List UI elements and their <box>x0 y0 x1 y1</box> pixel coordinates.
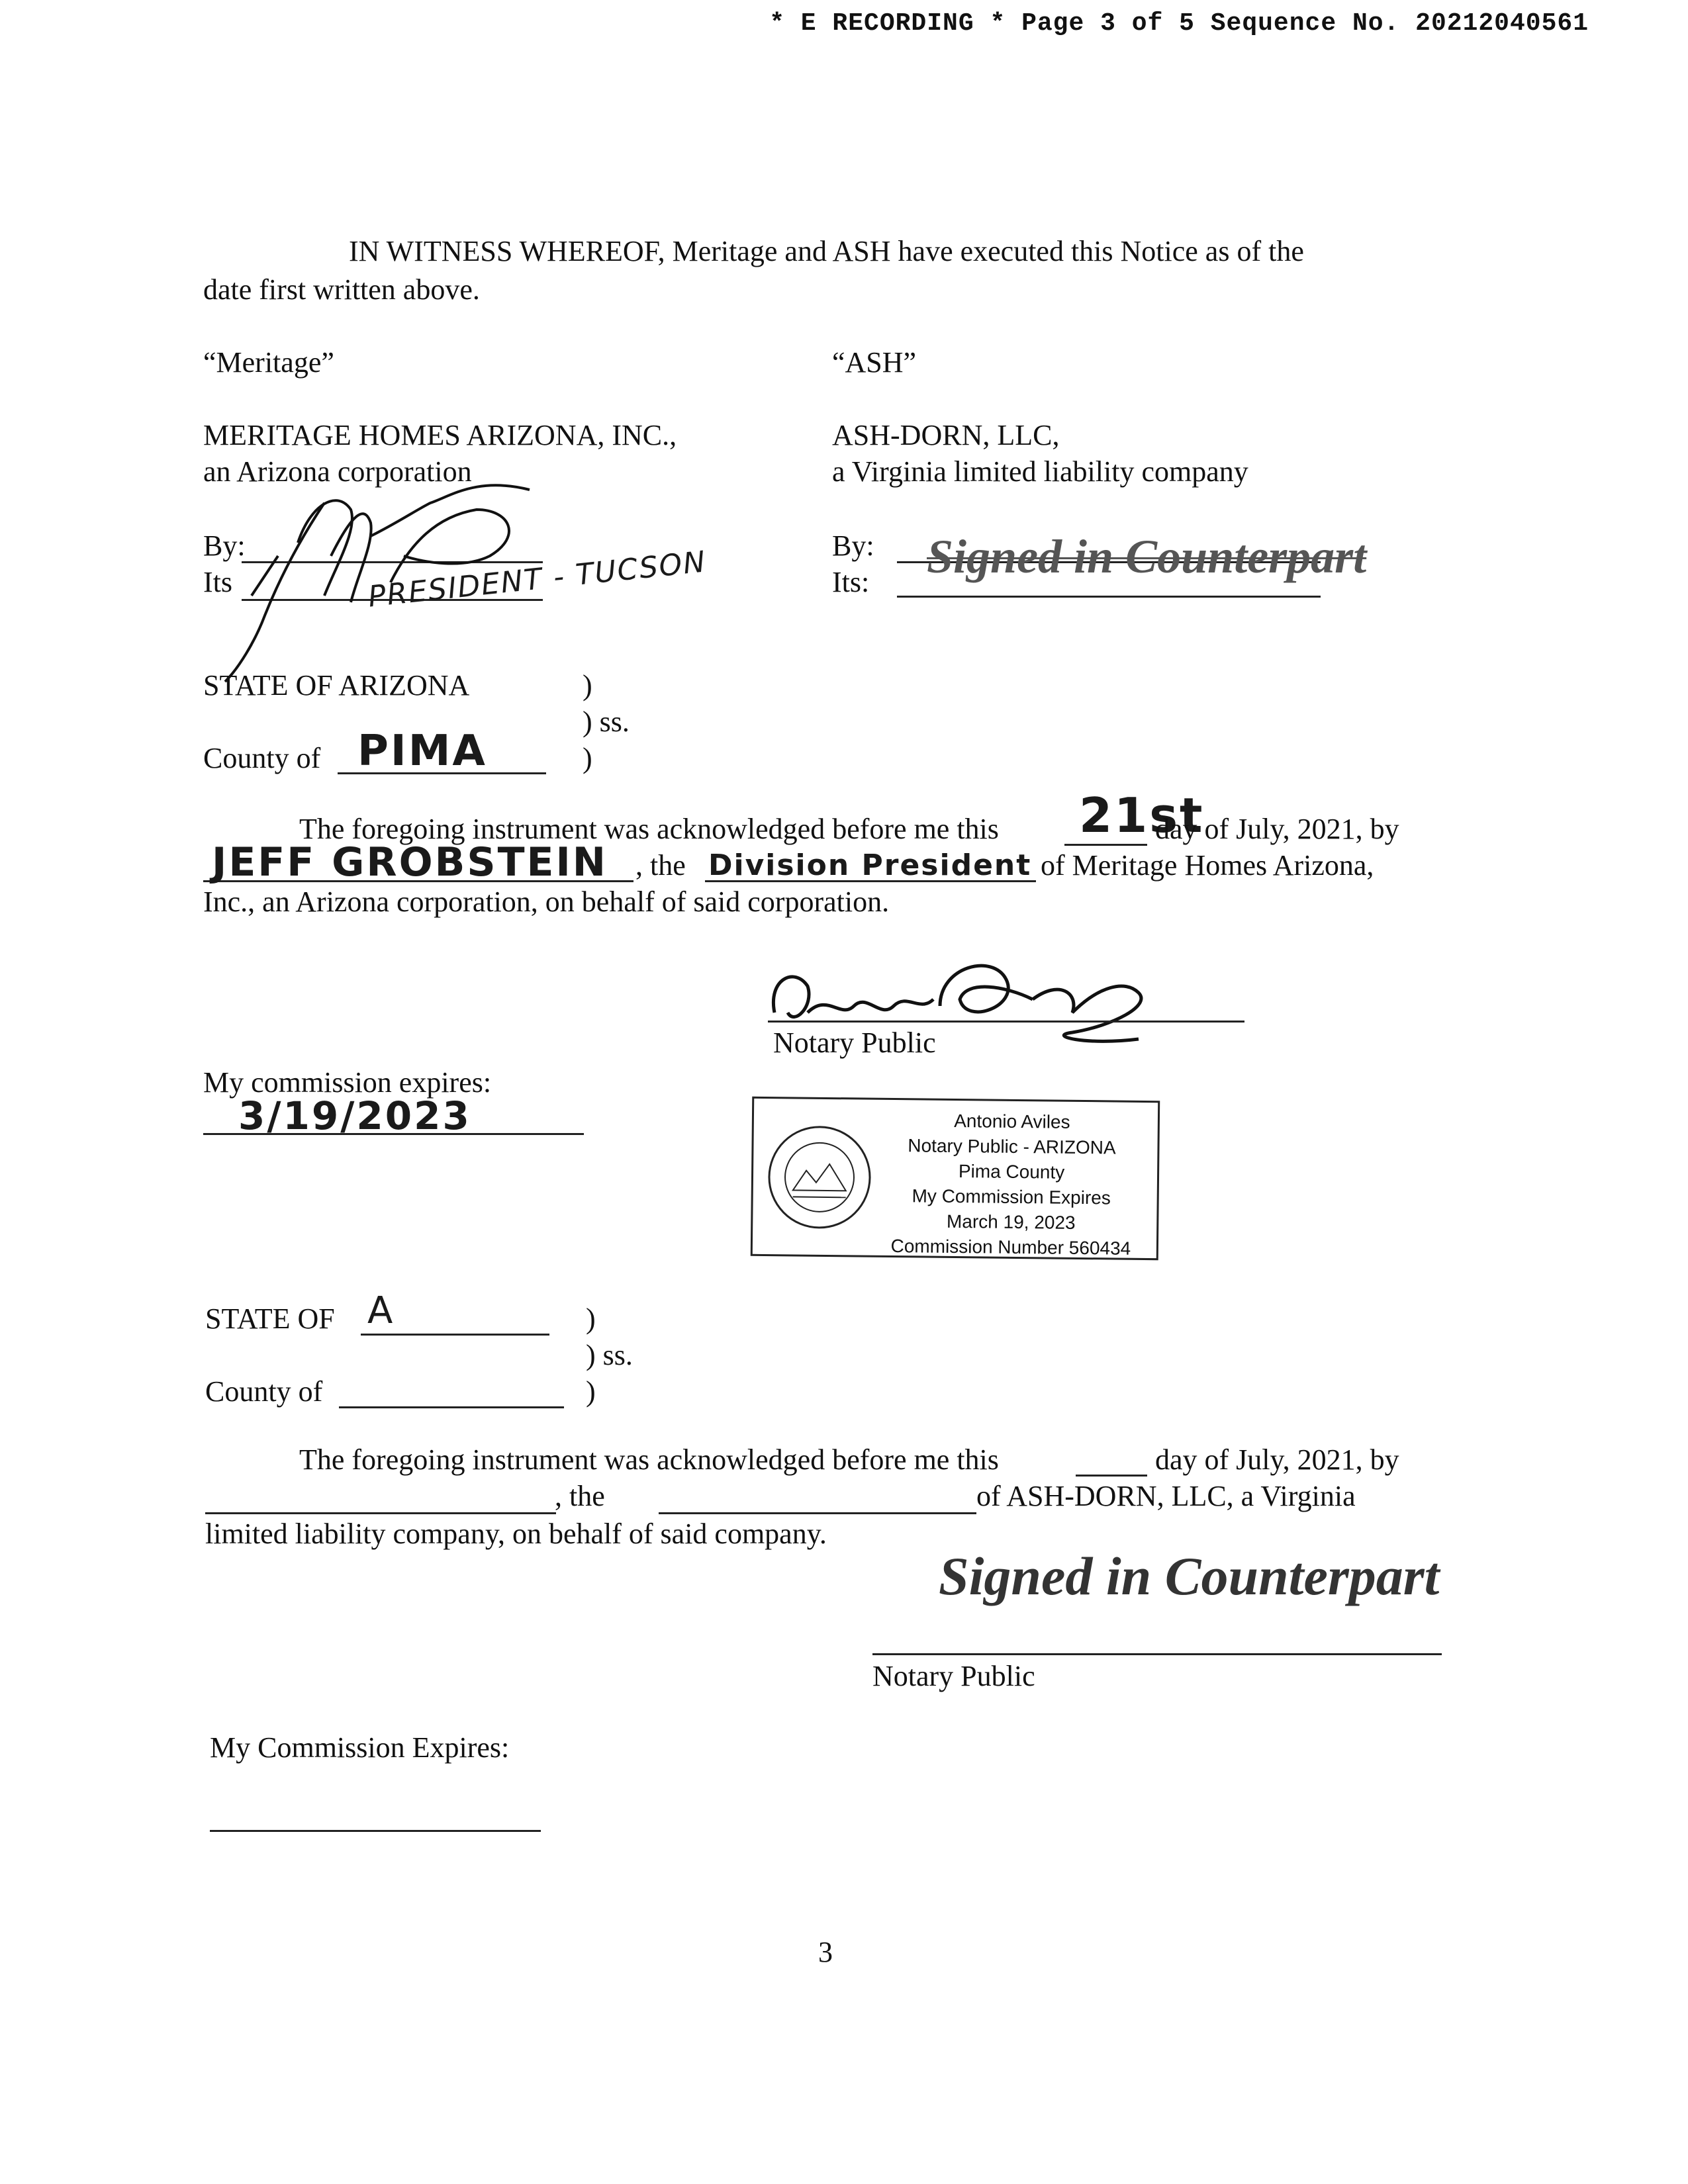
ack1-line1-b: day of July, 2021, by <box>1155 813 1399 845</box>
meritage-entity: an Arizona corporation <box>203 455 472 488</box>
witness-line-1: IN WITNESS WHEREOF, Meritage and ASH have executed this Notice as of the <box>349 235 1304 267</box>
ack1-day-line <box>1064 844 1147 846</box>
ack1-line3: Inc., an Arizona corporation, on behalf of said corporation. <box>203 886 890 918</box>
ash-entity: a Virginia limited liability company <box>832 455 1248 488</box>
ack2-commission-label: My Commission Expires: <box>210 1731 510 1764</box>
ack2-notary-label: Notary Public <box>872 1660 1035 1692</box>
ash-alias: “ASH” <box>832 346 917 379</box>
ash-counterpart-stamp: Signed in Counterpart <box>927 530 1367 583</box>
notary-signature-line <box>768 1021 1244 1023</box>
ack1-line2-tail: of Meritage Homes Arizona, <box>1041 849 1374 882</box>
stamp-line-4: My Commission Expires <box>912 1185 1111 1208</box>
ack1-commission-line <box>203 1133 584 1135</box>
ack2-line2-tail: of ASH-DORN, LLC, a Virginia <box>976 1480 1356 1512</box>
ack2-line1-b: day of July, 2021, by <box>1155 1443 1399 1476</box>
ack2-ss: ) ss. <box>586 1339 633 1371</box>
stamp-line-5: March 19, 2023 <box>946 1210 1076 1233</box>
stamp-line-6: Commission Number 560434 <box>890 1235 1131 1259</box>
ash-name: ASH-DORN, LLC, <box>832 419 1060 451</box>
ack2-county-line <box>339 1406 564 1408</box>
meritage-signature <box>199 463 556 688</box>
ack1-paren-3: ) <box>583 742 592 774</box>
ack1-county-handwritten: PIMA <box>357 727 487 776</box>
ack2-county-label: County of <box>205 1375 323 1408</box>
ack1-state-label: STATE OF ARIZONA <box>203 669 470 702</box>
ack1-name-handwritten: JEFF GROBSTEIN <box>212 839 608 886</box>
meritage-its-handwritten: PRESIDENT - TUCSON <box>366 545 708 614</box>
ack1-county-label: County of <box>203 742 321 774</box>
ack1-line1-a: The foregoing instrument was acknowledged before me this <box>299 813 999 845</box>
stamp-line-3: Pima County <box>958 1161 1065 1183</box>
ack2-name-line <box>205 1512 556 1514</box>
ack2-state-handwritten: A <box>367 1289 395 1332</box>
stamp-line-2: Notary Public - ARIZONA <box>908 1135 1116 1158</box>
ack2-paren-3: ) <box>586 1375 596 1408</box>
page-number: 3 <box>818 1936 833 1968</box>
ack2-title-line <box>659 1512 976 1514</box>
meritage-its-label: Its <box>203 566 232 598</box>
ash-by-label: By: <box>832 529 874 562</box>
meritage-alias: “Meritage” <box>203 346 334 379</box>
meritage-name: MERITAGE HOMES ARIZONA, INC., <box>203 419 677 451</box>
ack2-state-line <box>361 1334 549 1336</box>
ash-its-label: Its: <box>832 566 870 598</box>
ack1-ss: ) ss. <box>583 705 630 738</box>
notary-stamp <box>751 1097 1160 1260</box>
ack1-the: , the <box>635 849 686 882</box>
witness-line-2: date first written above. <box>203 273 480 306</box>
ack2-paren-1: ) <box>586 1302 596 1335</box>
meritage-by-label: By: <box>203 529 246 562</box>
ack1-commission-handwritten: 3/19/2023 <box>238 1093 471 1138</box>
ack2-line3: limited liability company, on behalf of said company. <box>205 1518 827 1550</box>
ack2-the: , the <box>555 1480 605 1512</box>
ack2-day-line <box>1076 1475 1147 1477</box>
recording-header: * E RECORDING * Page 3 of 5 Sequence No. 20212040561 <box>769 9 1589 38</box>
state-seal-icon <box>766 1124 873 1231</box>
ash-its-line <box>897 596 1321 598</box>
ack2-state-label: STATE OF <box>205 1302 335 1335</box>
ack2-commission-line <box>210 1830 541 1832</box>
ack1-commission-label: My commission expires: <box>203 1066 492 1099</box>
ack2-line1-a: The foregoing instrument was acknowledged before me this <box>299 1443 999 1476</box>
stamp-line-1: Antonio Aviles <box>954 1110 1070 1132</box>
ack1-paren-1: ) <box>583 669 592 702</box>
ack2-notary-line <box>872 1653 1442 1655</box>
ack1-notary-label: Notary Public <box>773 1026 936 1059</box>
ack1-day-handwritten: 21st <box>1079 788 1205 843</box>
ack2-counterpart-stamp: Signed in Counterpart <box>939 1546 1440 1606</box>
ack1-title-handwritten: Division President <box>708 848 1032 882</box>
